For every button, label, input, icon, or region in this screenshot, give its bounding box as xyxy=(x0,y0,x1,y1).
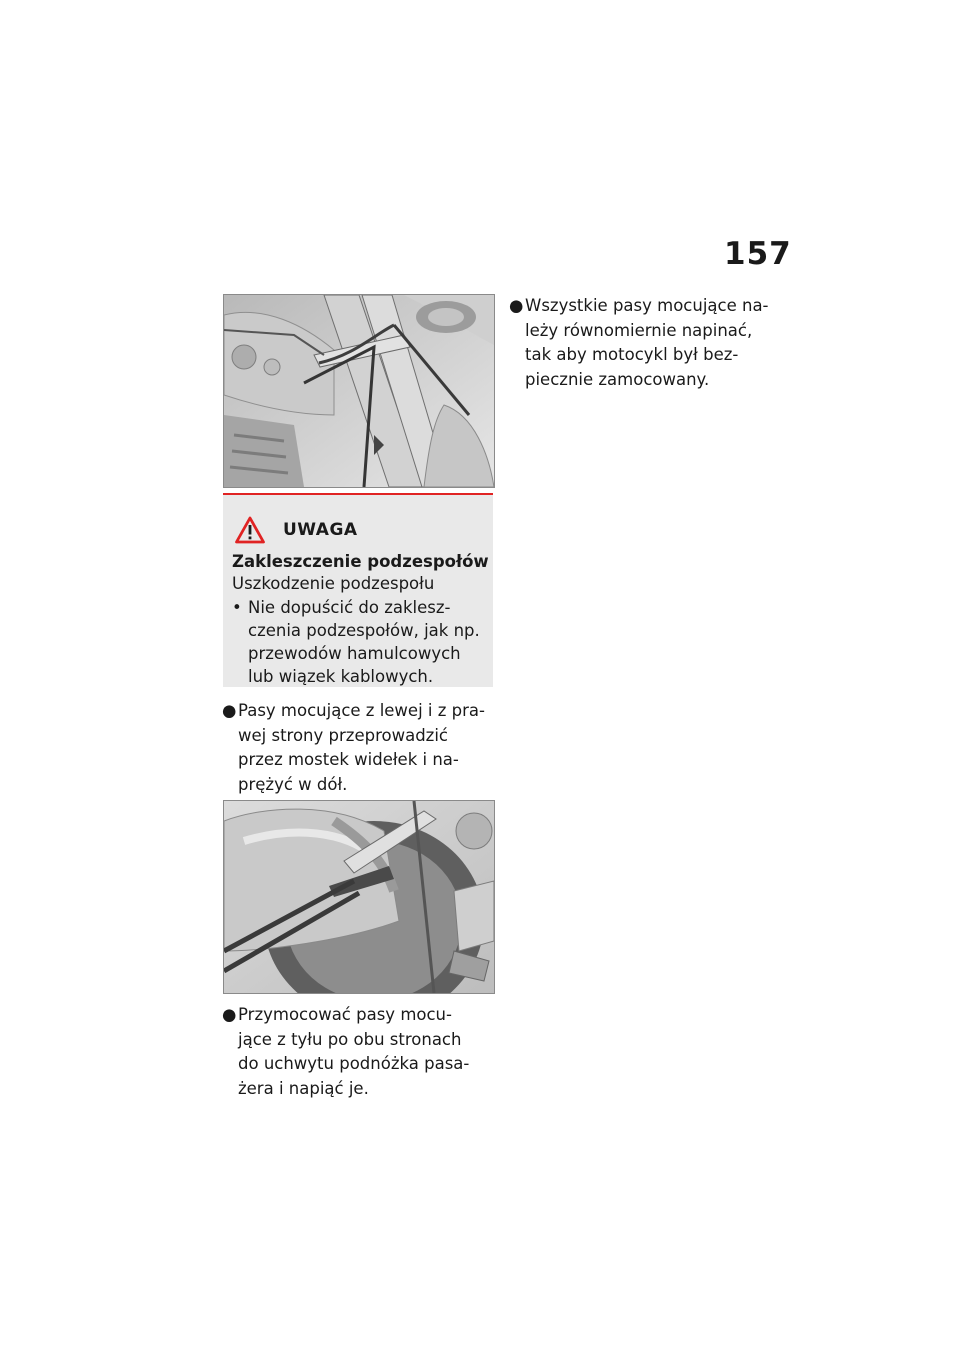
warning-title: UWAGA xyxy=(283,520,358,540)
step-line: Przymocować pasy mocu- xyxy=(238,1005,452,1024)
warning-bullet xyxy=(232,596,490,688)
warning-box xyxy=(223,493,493,687)
bullet-dot: ● xyxy=(222,701,237,720)
bullet-dot: • xyxy=(232,598,242,617)
step-line: prężyć w dół. xyxy=(238,774,348,794)
instruction-step xyxy=(509,294,781,392)
step-line: do uchwytu podnóżka pasa- xyxy=(238,1054,470,1073)
rear-strap-illustration xyxy=(223,800,495,994)
warning-subheading: Uszkodzenie podzespołu xyxy=(232,574,435,593)
step-line: piecznie zamocowany. xyxy=(525,369,710,389)
step-line: tak aby motocykl był bez- xyxy=(525,345,739,364)
warning-heading: Zakleszczenie podzespołów xyxy=(232,552,489,571)
warning-line: przewodów hamulcowych xyxy=(248,644,461,663)
step-line: jące z tyłu po obu stronach xyxy=(238,1029,462,1049)
step-line: Wszystkie pasy mocujące na- xyxy=(525,296,769,315)
warning-line: czenia podzespołów, jak np. xyxy=(248,621,480,640)
step-line: leży równomiernie napinać, xyxy=(525,320,753,340)
warning-line: Nie dopuścić do zaklesz- xyxy=(248,598,451,617)
bullet-dot: ● xyxy=(222,1005,237,1024)
step-line: żera i napiąć je. xyxy=(238,1078,369,1098)
step-line: przez mostek widełek i na- xyxy=(238,750,459,769)
warning-header xyxy=(235,515,358,545)
instruction-step xyxy=(222,699,494,797)
page-number: 157 xyxy=(724,236,792,272)
step-line: wej strony przeprowadzić xyxy=(238,725,448,745)
bullet-dot: ● xyxy=(509,296,524,315)
warning-triangle-icon xyxy=(235,516,265,544)
warning-line: lub wiązek kablowych. xyxy=(248,667,434,686)
instruction-step xyxy=(222,1003,494,1101)
step-line: Pasy mocujące z lewej i z pra- xyxy=(238,701,485,720)
fork-strap-illustration xyxy=(223,294,495,488)
